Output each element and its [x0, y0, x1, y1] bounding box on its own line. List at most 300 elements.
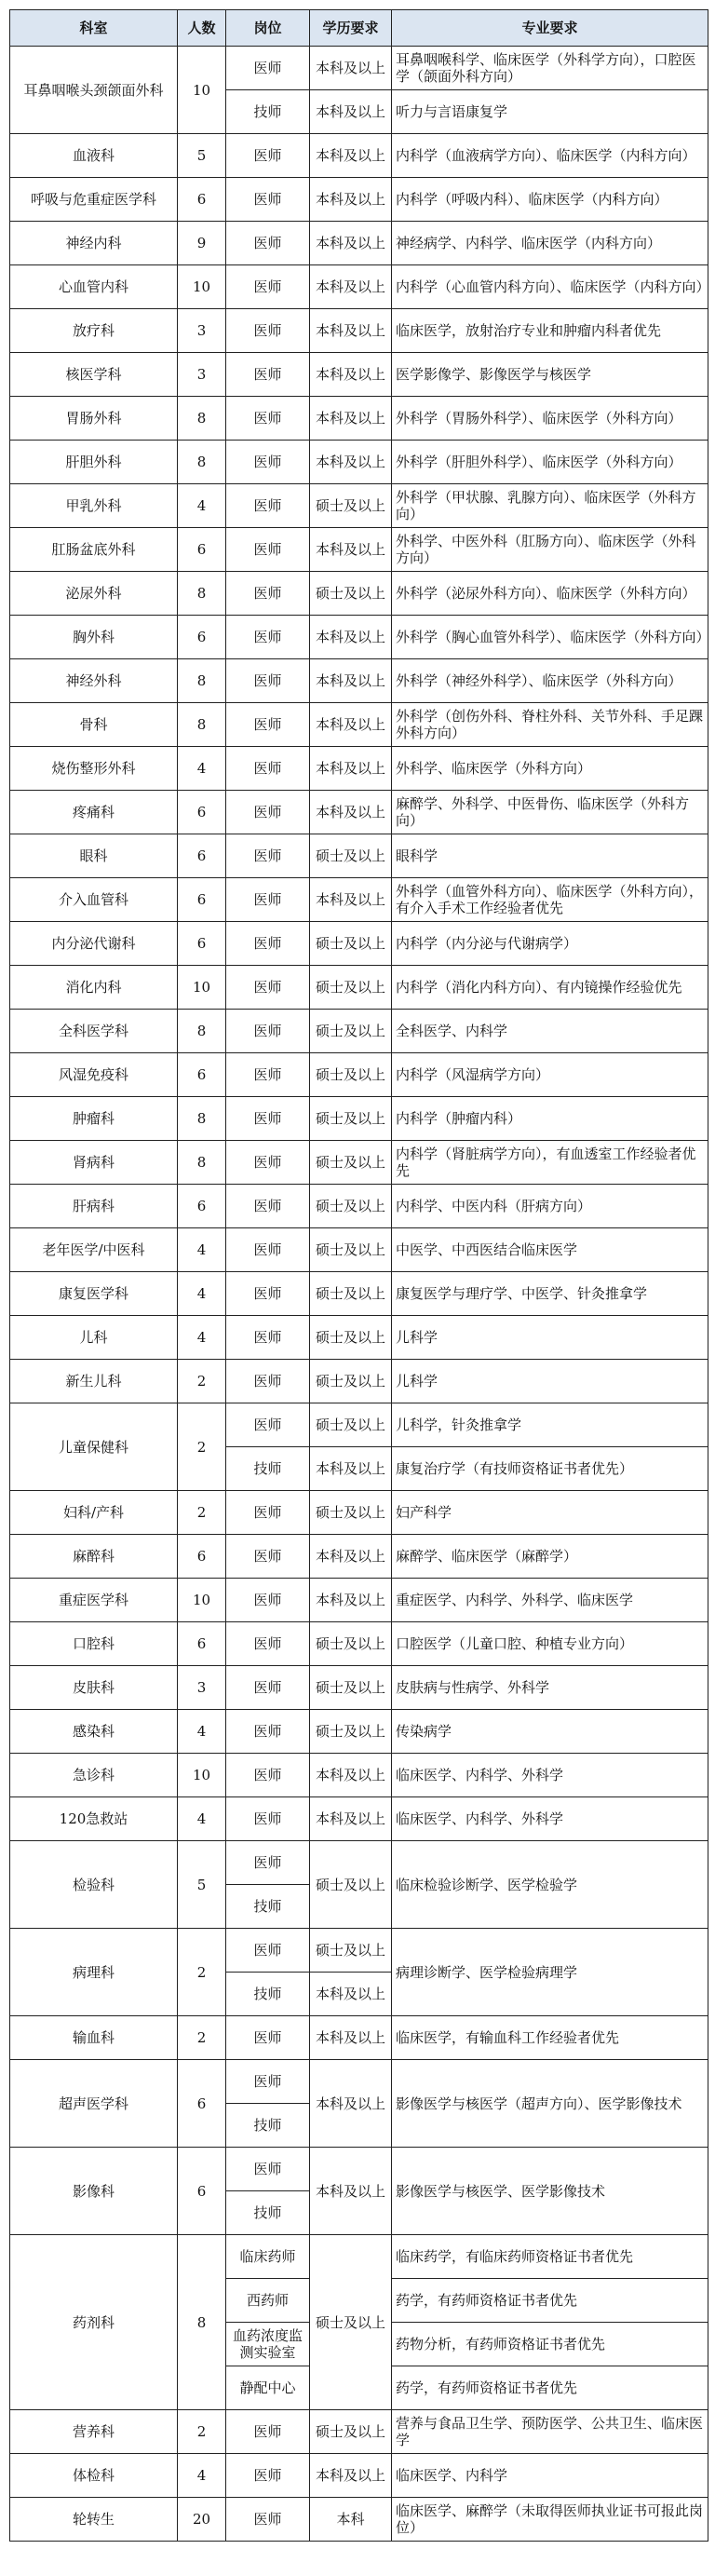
position-cell: 医师: [226, 1491, 310, 1535]
education-cell: 硕士及以上: [310, 484, 392, 528]
dept-cell: 肝胆外科: [10, 441, 178, 484]
major-cell: 麻醉学、临床医学（麻醉学）: [392, 1535, 708, 1579]
table-row: [10, 2235, 708, 2279]
major-cell: 妇产科学: [392, 1491, 708, 1535]
position-cell: 医师: [226, 2454, 310, 2498]
count-cell: 3: [178, 309, 226, 353]
table-row: [10, 1053, 708, 1097]
recruitment-table: [9, 9, 708, 2542]
table-row: [10, 703, 708, 747]
table-row: [10, 484, 708, 528]
table-row: [10, 922, 708, 966]
education-cell: 本科及以上: [310, 791, 392, 834]
table-row: [10, 791, 708, 834]
position-cell: 医师: [226, 1929, 310, 1973]
dept-cell: 妇科/产科: [10, 1491, 178, 1535]
table-row: [10, 572, 708, 616]
table-row: [10, 353, 708, 397]
position-cell: 医师: [226, 1841, 310, 1885]
position-cell: 医师: [226, 47, 310, 90]
education-cell: 硕士及以上: [310, 1666, 392, 1710]
dept-cell: 胸外科: [10, 616, 178, 659]
education-cell: 硕士及以上: [310, 1141, 392, 1185]
position-cell: 医师: [226, 265, 310, 309]
education-cell: 本科及以上: [310, 528, 392, 572]
position-cell: 医师: [226, 703, 310, 747]
education-cell: 本科及以上: [310, 747, 392, 791]
position-cell: 血药浓度监测实验室: [226, 2323, 310, 2366]
count-cell: 8: [178, 659, 226, 703]
education-cell: 本科及以上: [310, 397, 392, 441]
dept-cell: 儿科: [10, 1316, 178, 1360]
education-cell: 本科及以上: [310, 265, 392, 309]
major-cell: 外科学（血管外科方向）、临床医学（外科方向），有介入手术工作经验者优先: [392, 878, 708, 922]
education-cell: 硕士及以上: [310, 1403, 392, 1447]
dept-cell: 药剂科: [10, 2235, 178, 2410]
count-cell: 6: [178, 922, 226, 966]
table-row: [10, 1579, 708, 1622]
position-cell: 技师: [226, 2191, 310, 2235]
education-cell: 硕士及以上: [310, 834, 392, 878]
position-cell: 医师: [226, 2016, 310, 2060]
table-row: [10, 1929, 708, 1973]
education-cell: 硕士及以上: [310, 1360, 392, 1403]
dept-cell: 神经内科: [10, 222, 178, 265]
major-cell: 内科学（呼吸内科）、临床医学（内科方向）: [392, 178, 708, 222]
major-cell: 外科学（甲状腺、乳腺方向）、临床医学（外科方向）: [392, 484, 708, 528]
count-cell: 8: [178, 1097, 226, 1141]
major-cell: 麻醉学、外科学、中医骨伤、临床医学（外科方向）: [392, 791, 708, 834]
count-cell: 4: [178, 1228, 226, 1272]
count-cell: 8: [178, 1010, 226, 1053]
major-cell: 外科学、临床医学（外科方向）: [392, 747, 708, 791]
count-cell: 2: [178, 1929, 226, 2016]
count-cell: 3: [178, 353, 226, 397]
education-cell: 本科及以上: [310, 222, 392, 265]
count-cell: 2: [178, 1360, 226, 1403]
education-cell: 硕士及以上: [310, 1228, 392, 1272]
major-cell: 临床医学、内科学、外科学: [392, 1754, 708, 1797]
dept-cell: 老年医学/中医科: [10, 1228, 178, 1272]
education-cell: 硕士及以上: [310, 1841, 392, 1929]
position-cell: 医师: [226, 1666, 310, 1710]
position-cell: 医师: [226, 528, 310, 572]
major-cell: 临床医学，有输血科工作经验者优先: [392, 2016, 708, 2060]
education-cell: 本科及以上: [310, 703, 392, 747]
table-row: [10, 1491, 708, 1535]
major-cell: 临床医学、麻醉学（未取得医师执业证书可报此岗位）: [392, 2498, 708, 2542]
major-cell: 病理诊断学、医学检验病理学: [392, 1929, 708, 2016]
dept-cell: 口腔科: [10, 1622, 178, 1666]
dept-cell: 甲乳外科: [10, 484, 178, 528]
count-cell: 8: [178, 397, 226, 441]
major-cell: 药学，有药师资格证书者优先: [392, 2366, 708, 2410]
major-cell: 临床医学、内科学、外科学: [392, 1797, 708, 1841]
header-dept: 科室: [10, 10, 178, 47]
dept-cell: 内分泌代谢科: [10, 922, 178, 966]
position-cell: 医师: [226, 309, 310, 353]
major-cell: 外科学（创伤外科、脊柱外科、关节外科、手足踝外科方向）: [392, 703, 708, 747]
dept-cell: 放疗科: [10, 309, 178, 353]
count-cell: 20: [178, 2498, 226, 2542]
education-cell: 硕士及以上: [310, 1097, 392, 1141]
position-cell: 技师: [226, 90, 310, 134]
education-cell: 本科及以上: [310, 659, 392, 703]
education-cell: 硕士及以上: [310, 1316, 392, 1360]
dept-cell: 体检科: [10, 2454, 178, 2498]
major-cell: 外科学（胃肠外科学）、临床医学（外科方向）: [392, 397, 708, 441]
major-cell: 药学，有药师资格证书者优先: [392, 2279, 708, 2323]
count-cell: 2: [178, 1403, 226, 1491]
education-cell: 硕士及以上: [310, 1010, 392, 1053]
count-cell: 6: [178, 1535, 226, 1579]
count-cell: 4: [178, 1797, 226, 1841]
dept-cell: 介入血管科: [10, 878, 178, 922]
count-cell: 4: [178, 1316, 226, 1360]
dept-cell: 超声医学科: [10, 2060, 178, 2148]
header-position: 岗位: [226, 10, 310, 47]
position-cell: 技师: [226, 1447, 310, 1491]
education-cell: 硕士及以上: [310, 572, 392, 616]
count-cell: 6: [178, 616, 226, 659]
education-cell: 本科及以上: [310, 1797, 392, 1841]
position-cell: 医师: [226, 791, 310, 834]
education-cell: 硕士及以上: [310, 966, 392, 1010]
count-cell: 5: [178, 1841, 226, 1929]
major-cell: 听力与言语康复学: [392, 90, 708, 134]
count-cell: 10: [178, 47, 226, 134]
table-row: [10, 1316, 708, 1360]
table-row: [10, 1228, 708, 1272]
major-cell: 内科学（心血管内科方向）、临床医学（内科方向）: [392, 265, 708, 309]
education-cell: 硕士及以上: [310, 1622, 392, 1666]
table-row: [10, 616, 708, 659]
education-cell: 本科及以上: [310, 178, 392, 222]
count-cell: 5: [178, 134, 226, 178]
major-cell: 营养与食品卫生学、预防医学、公共卫生、临床医学: [392, 2410, 708, 2454]
major-cell: 内科学（肿瘤内科）: [392, 1097, 708, 1141]
education-cell: 硕士及以上: [310, 1272, 392, 1316]
position-cell: 医师: [226, 178, 310, 222]
major-cell: 全科医学、内科学: [392, 1010, 708, 1053]
dept-cell: 泌尿外科: [10, 572, 178, 616]
table-row: [10, 2016, 708, 2060]
dept-cell: 心血管内科: [10, 265, 178, 309]
position-cell: 医师: [226, 1010, 310, 1053]
dept-cell: 新生儿科: [10, 1360, 178, 1403]
position-cell: 医师: [226, 2060, 310, 2104]
count-cell: 6: [178, 2060, 226, 2148]
dept-cell: 轮转生: [10, 2498, 178, 2542]
count-cell: 6: [178, 178, 226, 222]
count-cell: 10: [178, 265, 226, 309]
position-cell: 医师: [226, 353, 310, 397]
dept-cell: 肿瘤科: [10, 1097, 178, 1141]
major-cell: 儿科学: [392, 1360, 708, 1403]
table-row: [10, 528, 708, 572]
position-cell: 医师: [226, 1053, 310, 1097]
table-row: [10, 1185, 708, 1228]
education-cell: 本科及以上: [310, 47, 392, 90]
dept-cell: 眼科: [10, 834, 178, 878]
education-cell: 本科及以上: [310, 1754, 392, 1797]
count-cell: 8: [178, 572, 226, 616]
dept-cell: 麻醉科: [10, 1535, 178, 1579]
position-cell: 医师: [226, 222, 310, 265]
count-cell: 2: [178, 1491, 226, 1535]
dept-cell: 肾病科: [10, 1141, 178, 1185]
dept-cell: 重症医学科: [10, 1579, 178, 1622]
education-cell: 硕士及以上: [310, 922, 392, 966]
table-row: [10, 309, 708, 353]
table-row: [10, 222, 708, 265]
count-cell: 9: [178, 222, 226, 265]
count-cell: 4: [178, 1710, 226, 1754]
position-cell: 静配中心: [226, 2366, 310, 2410]
count-cell: 2: [178, 2016, 226, 2060]
education-cell: 本科: [310, 2498, 392, 2542]
position-cell: 医师: [226, 878, 310, 922]
major-cell: 康复医学与理疗学、中医学、针灸推拿学: [392, 1272, 708, 1316]
position-cell: 医师: [226, 1710, 310, 1754]
position-cell: 医师: [226, 1185, 310, 1228]
position-cell: 医师: [226, 1754, 310, 1797]
count-cell: 4: [178, 1272, 226, 1316]
dept-cell: 急诊科: [10, 1754, 178, 1797]
table-row: [10, 2148, 708, 2191]
count-cell: 2: [178, 2410, 226, 2454]
dept-cell: 血液科: [10, 134, 178, 178]
count-cell: 8: [178, 2235, 226, 2410]
position-cell: 医师: [226, 1228, 310, 1272]
position-cell: 医师: [226, 659, 310, 703]
major-cell: 耳鼻咽喉科学、临床医学（外科学方向），口腔医学（颌面外科方向）: [392, 47, 708, 90]
dept-cell: 胃肠外科: [10, 397, 178, 441]
table-row: [10, 1841, 708, 1885]
major-cell: 外科学、中医外科（肛肠方向）、临床医学（外科方向）: [392, 528, 708, 572]
dept-cell: 儿童保健科: [10, 1403, 178, 1491]
education-cell: 本科及以上: [310, 2148, 392, 2235]
position-cell: 临床药师: [226, 2235, 310, 2279]
major-cell: 内科学、中医内科（肝病方向）: [392, 1185, 708, 1228]
dept-cell: 消化内科: [10, 966, 178, 1010]
position-cell: 医师: [226, 1097, 310, 1141]
table-row: [10, 1622, 708, 1666]
table-row: [10, 747, 708, 791]
count-cell: 4: [178, 747, 226, 791]
position-cell: 医师: [226, 616, 310, 659]
major-cell: 医学影像学、影像医学与核医学: [392, 353, 708, 397]
dept-cell: 营养科: [10, 2410, 178, 2454]
table-row: [10, 878, 708, 922]
education-cell: 本科及以上: [310, 1579, 392, 1622]
position-cell: 医师: [226, 922, 310, 966]
table-row: [10, 178, 708, 222]
major-cell: 内科学（消化内科方向）、有内镜操作经验优先: [392, 966, 708, 1010]
dept-cell: 肝病科: [10, 1185, 178, 1228]
education-cell: 本科及以上: [310, 2060, 392, 2148]
table-row: [10, 265, 708, 309]
position-cell: 医师: [226, 1622, 310, 1666]
table-row: [10, 659, 708, 703]
position-cell: 技师: [226, 1973, 310, 2016]
dept-cell: 病理科: [10, 1929, 178, 2016]
education-cell: 硕士及以上: [310, 1491, 392, 1535]
major-cell: 眼科学: [392, 834, 708, 878]
page: [9, 9, 708, 2542]
table-body: [10, 47, 708, 2542]
count-cell: 6: [178, 528, 226, 572]
count-cell: 10: [178, 1754, 226, 1797]
education-cell: 本科及以上: [310, 134, 392, 178]
table-row: [10, 1141, 708, 1185]
position-cell: 医师: [226, 966, 310, 1010]
major-cell: 外科学（神经外科学）、临床医学（外科方向）: [392, 659, 708, 703]
table-row: [10, 1666, 708, 1710]
table-row: [10, 1272, 708, 1316]
dept-cell: 骨科: [10, 703, 178, 747]
position-cell: 医师: [226, 834, 310, 878]
position-cell: 医师: [226, 572, 310, 616]
dept-cell: 核医学科: [10, 353, 178, 397]
position-cell: 医师: [226, 484, 310, 528]
table-row: [10, 134, 708, 178]
education-cell: 本科及以上: [310, 1535, 392, 1579]
major-cell: 康复治疗学（有技师资格证书者优先）: [392, 1447, 708, 1491]
header-education: 学历要求: [310, 10, 392, 47]
education-cell: 本科及以上: [310, 441, 392, 484]
table-row: [10, 966, 708, 1010]
education-cell: 本科及以上: [310, 90, 392, 134]
dept-cell: 疼痛科: [10, 791, 178, 834]
count-cell: 8: [178, 703, 226, 747]
education-cell: 硕士及以上: [310, 2410, 392, 2454]
table-row: [10, 2454, 708, 2498]
position-cell: 医师: [226, 441, 310, 484]
major-cell: 口腔医学（儿童口腔、种植专业方向）: [392, 1622, 708, 1666]
count-cell: 4: [178, 484, 226, 528]
major-cell: 影像医学与核医学（超声方向）、医学影像技术: [392, 2060, 708, 2148]
position-cell: 医师: [226, 1403, 310, 1447]
count-cell: 6: [178, 791, 226, 834]
dept-cell: 输血科: [10, 2016, 178, 2060]
dept-cell: 全科医学科: [10, 1010, 178, 1053]
table-row: [10, 1403, 708, 1447]
education-cell: 本科及以上: [310, 353, 392, 397]
education-cell: 本科及以上: [310, 1973, 392, 2016]
count-cell: 6: [178, 1053, 226, 1097]
major-cell: 儿科学: [392, 1316, 708, 1360]
table-row: [10, 441, 708, 484]
table-row: [10, 1360, 708, 1403]
major-cell: 重症医学、内科学、外科学、临床医学: [392, 1579, 708, 1622]
position-cell: 技师: [226, 1885, 310, 1929]
dept-cell: 神经外科: [10, 659, 178, 703]
major-cell: 外科学（胸心血管外科学）、临床医学（外科方向）: [392, 616, 708, 659]
header-major: 专业要求: [392, 10, 708, 47]
dept-cell: 烧伤整形外科: [10, 747, 178, 791]
count-cell: 6: [178, 2148, 226, 2235]
education-cell: 硕士及以上: [310, 2235, 392, 2410]
table-row: [10, 1797, 708, 1841]
dept-cell: 感染科: [10, 1710, 178, 1754]
count-cell: 6: [178, 834, 226, 878]
major-cell: 临床药学，有临床药师资格证书者优先: [392, 2235, 708, 2279]
major-cell: 影像医学与核医学、医学影像技术: [392, 2148, 708, 2235]
count-cell: 4: [178, 2454, 226, 2498]
dept-cell: 耳鼻咽喉头颈颌面外科: [10, 47, 178, 134]
count-cell: 10: [178, 966, 226, 1010]
position-cell: 医师: [226, 397, 310, 441]
dept-cell: 呼吸与危重症医学科: [10, 178, 178, 222]
table-row: [10, 1010, 708, 1053]
position-cell: 医师: [226, 2410, 310, 2454]
position-cell: 医师: [226, 747, 310, 791]
table-row: [10, 834, 708, 878]
major-cell: 外科学（泌尿外科方向）、临床医学（外科方向）: [392, 572, 708, 616]
position-cell: 医师: [226, 1535, 310, 1579]
count-cell: 6: [178, 1622, 226, 1666]
education-cell: 本科及以上: [310, 878, 392, 922]
education-cell: 本科及以上: [310, 2454, 392, 2498]
dept-cell: 检验科: [10, 1841, 178, 1929]
position-cell: 医师: [226, 1141, 310, 1185]
education-cell: 本科及以上: [310, 616, 392, 659]
education-cell: 本科及以上: [310, 1447, 392, 1491]
major-cell: 内科学（血液病学方向）、临床医学（内科方向）: [392, 134, 708, 178]
education-cell: 本科及以上: [310, 2016, 392, 2060]
major-cell: 临床检验诊断学、医学检验学: [392, 1841, 708, 1929]
major-cell: 药物分析，有药师资格证书者优先: [392, 2323, 708, 2366]
count-cell: 6: [178, 878, 226, 922]
education-cell: 本科及以上: [310, 309, 392, 353]
position-cell: 医师: [226, 1797, 310, 1841]
table-row: [10, 47, 708, 90]
education-cell: 硕士及以上: [310, 1929, 392, 1973]
position-cell: 医师: [226, 1316, 310, 1360]
dept-cell: 120急救站: [10, 1797, 178, 1841]
major-cell: 外科学（肝胆外科学）、临床医学（外科方向）: [392, 441, 708, 484]
major-cell: 儿科学，针灸推拿学: [392, 1403, 708, 1447]
count-cell: 6: [178, 1185, 226, 1228]
major-cell: 内科学（风湿病学方向）: [392, 1053, 708, 1097]
table-row: [10, 1097, 708, 1141]
major-cell: 传染病学: [392, 1710, 708, 1754]
position-cell: 医师: [226, 2498, 310, 2542]
major-cell: 皮肤病与性病学、外科学: [392, 1666, 708, 1710]
table-row: [10, 2060, 708, 2104]
major-cell: 中医学、中西医结合临床医学: [392, 1228, 708, 1272]
dept-cell: 肛肠盆底外科: [10, 528, 178, 572]
table-row: [10, 2498, 708, 2542]
table-row: [10, 1754, 708, 1797]
count-cell: 8: [178, 1141, 226, 1185]
major-cell: 内科学（内分泌与代谢病学）: [392, 922, 708, 966]
major-cell: 临床医学、内科学: [392, 2454, 708, 2498]
table-row: [10, 397, 708, 441]
dept-cell: 皮肤科: [10, 1666, 178, 1710]
position-cell: 医师: [226, 1579, 310, 1622]
dept-cell: 风湿免疫科: [10, 1053, 178, 1097]
position-cell: 技师: [226, 2104, 310, 2148]
dept-cell: 影像科: [10, 2148, 178, 2235]
table-row: [10, 1535, 708, 1579]
education-cell: 硕士及以上: [310, 1710, 392, 1754]
education-cell: 硕士及以上: [310, 1185, 392, 1228]
education-cell: 硕士及以上: [310, 1053, 392, 1097]
position-cell: 医师: [226, 1360, 310, 1403]
dept-cell: 康复医学科: [10, 1272, 178, 1316]
